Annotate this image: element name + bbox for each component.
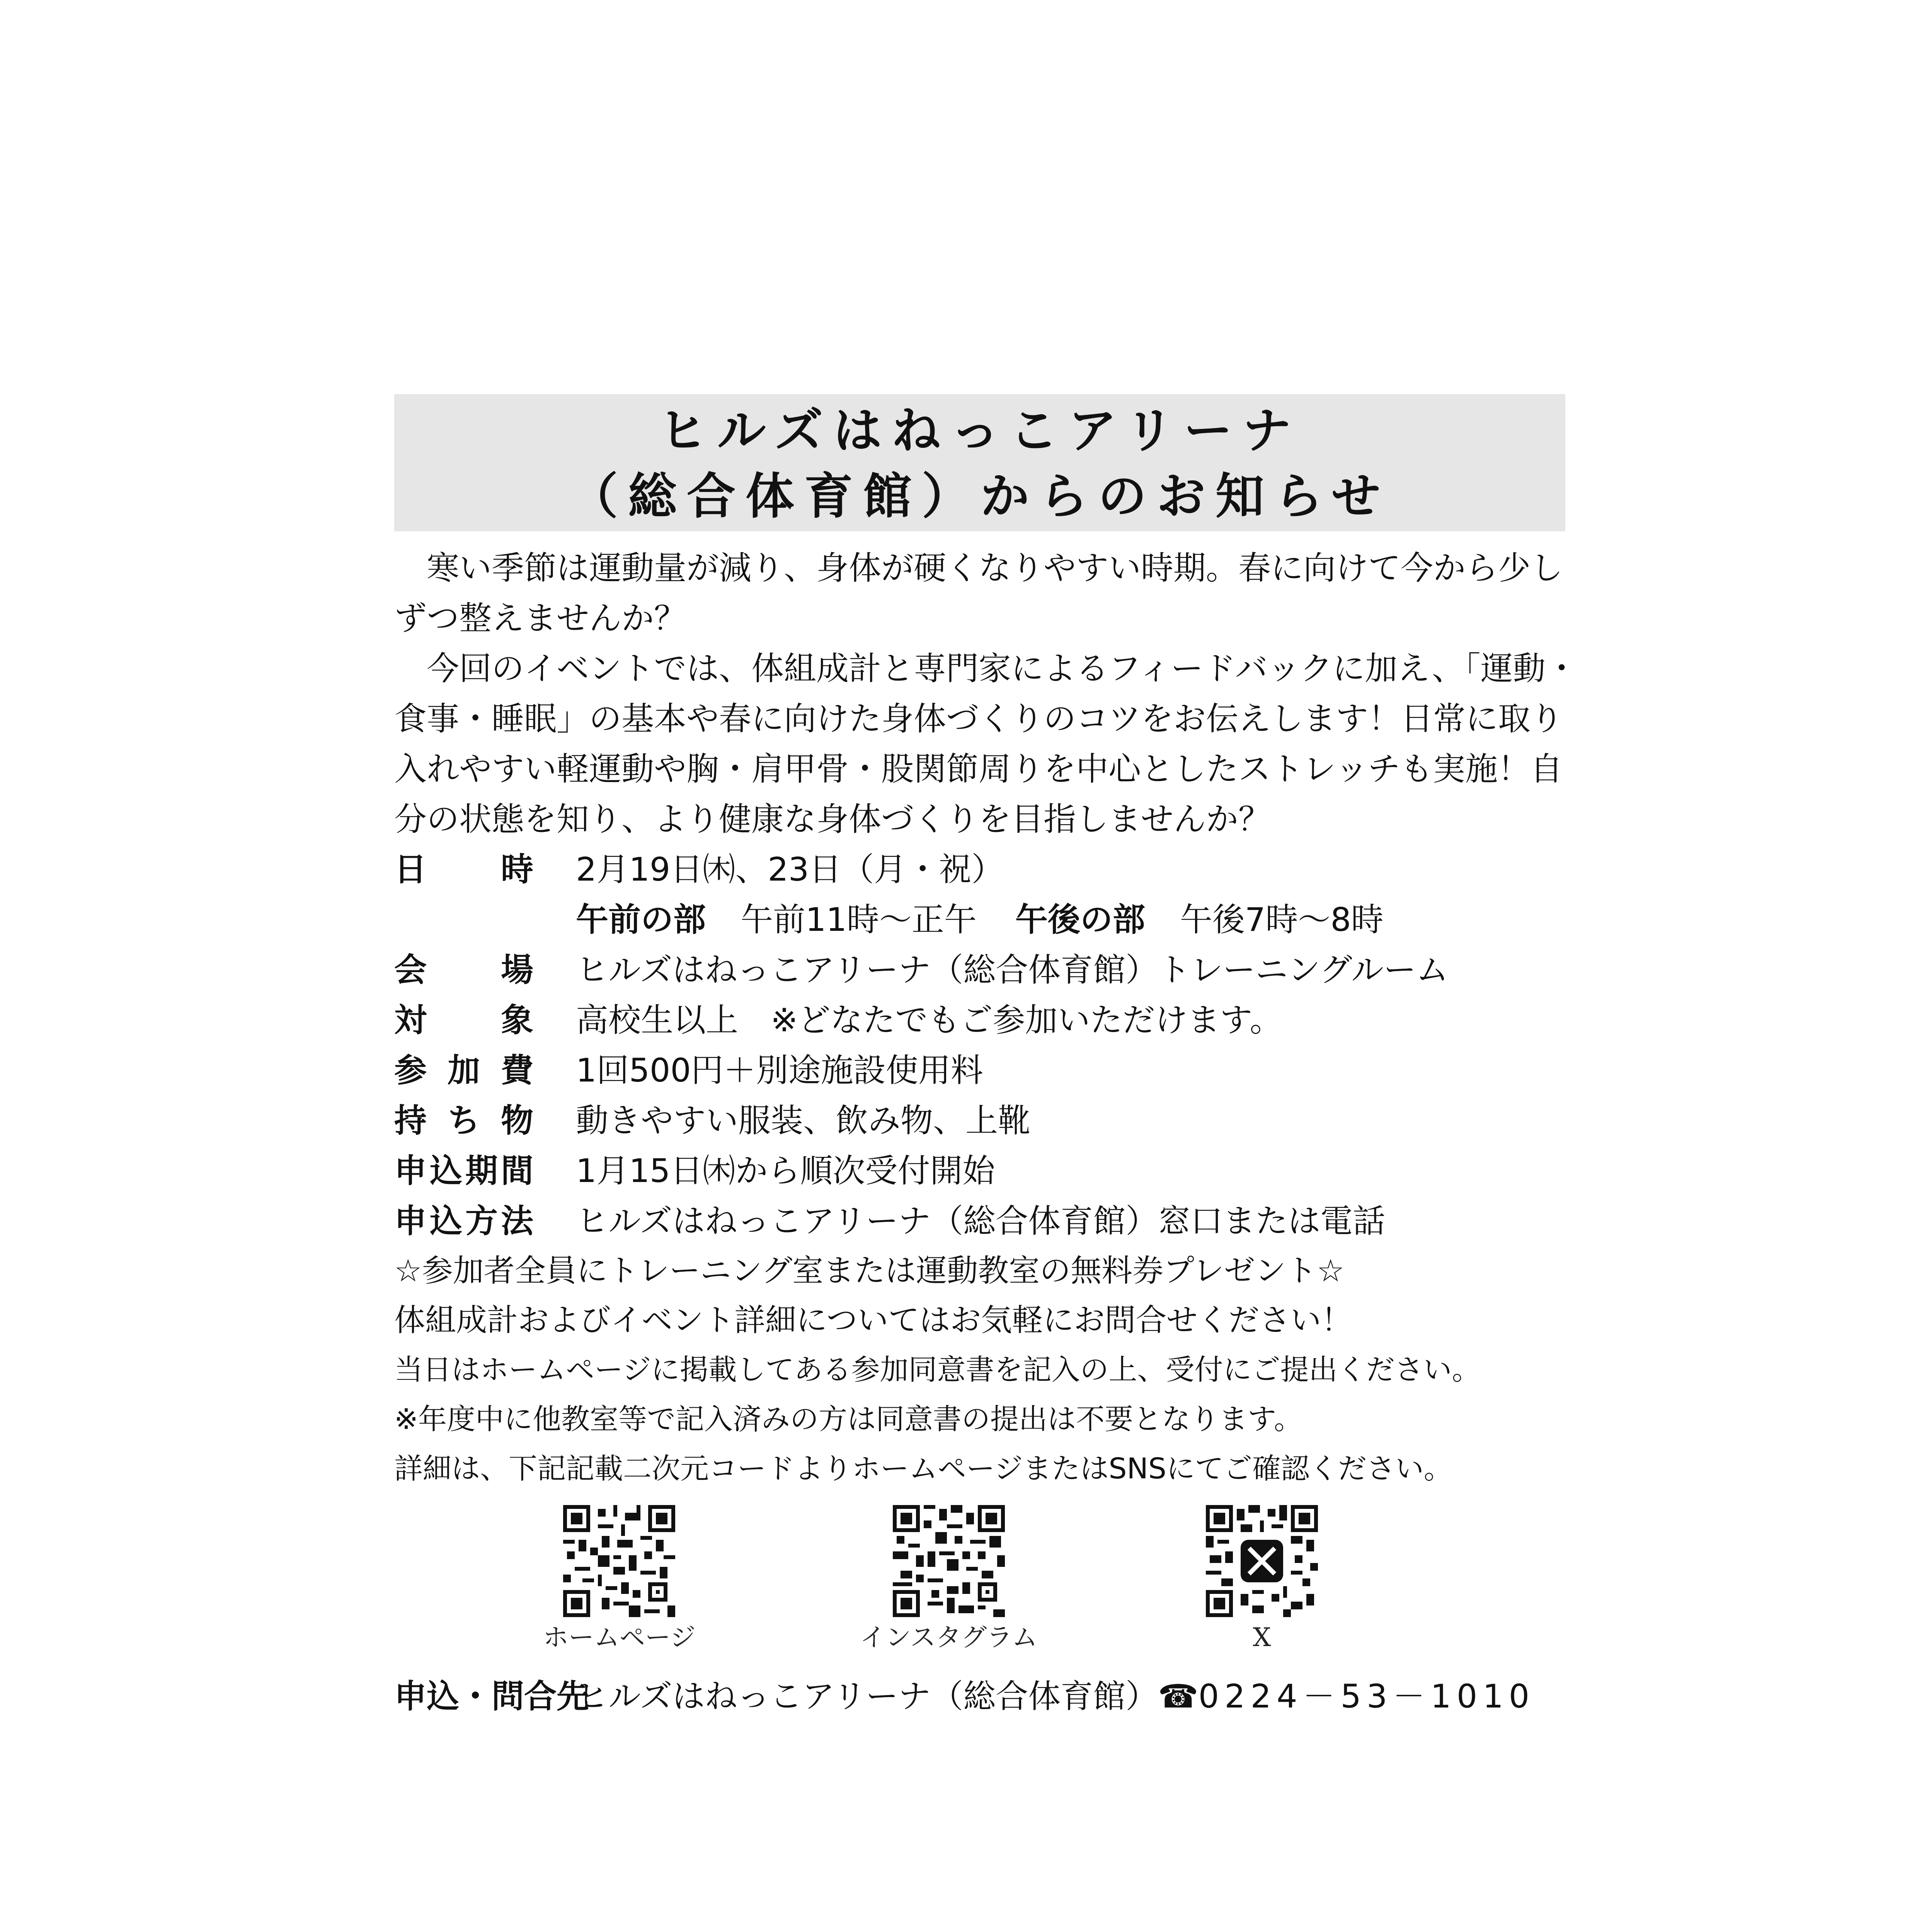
title-line-2: （総合体育館）からのお知らせ xyxy=(569,468,1391,525)
info-row-method xyxy=(394,1196,1585,1246)
period-value: 1月15日㈭から順次受付開始 xyxy=(576,1152,995,1190)
fee-label: 参加費 xyxy=(394,1051,533,1089)
date-label: 日時 xyxy=(394,850,533,888)
qr-codes xyxy=(394,1505,1585,1667)
qr-code-icon[interactable] xyxy=(563,1505,675,1617)
morning-label: 午前の部 xyxy=(576,901,706,939)
items-label: 持ち物 xyxy=(394,1102,533,1139)
event-info xyxy=(394,844,1585,1246)
info-row-fee xyxy=(394,1045,1585,1095)
present-note: ☆参加者全員にトレーニング室または運動教室の無料券プレゼント☆ xyxy=(394,1253,1345,1289)
period-label: 申込期間 xyxy=(394,1152,533,1190)
notes xyxy=(394,1246,1585,1493)
info-row-items xyxy=(394,1095,1585,1146)
morning-time: 午前11時～正午 xyxy=(741,901,977,939)
target-value: 高校生以上 ※どなたでもご参加いただけます。 xyxy=(576,1001,1282,1039)
intro-paragraph-2: 今回のイベントでは、体組成計と専門家によるフィードバックに加え、「運動・食事・睡眠」の基本や春に向けた身体づくりのコツをお伝えします！日常に取り入れやすい軽運動や胸・肩甲骨・股関節周りを中心としたストレッチも実施！自分の状態を知り、より健康な身体づくりを目指しませんか？ xyxy=(394,650,1578,838)
method-label: 申込方法 xyxy=(394,1202,533,1240)
qr-code-x-icon[interactable] xyxy=(1206,1505,1318,1617)
qr-instagram-caption: インスタグラム xyxy=(860,1622,1038,1652)
contact-row xyxy=(394,1671,1585,1721)
qr-instagram[interactable] xyxy=(860,1505,1037,1655)
venue-value: ヒルズはねっこアリーナ（総合体育館）トレーニングルーム xyxy=(576,951,1449,989)
consent-note: 当日はホームページに掲載してある参加同意書を記入の上、受付にご提出ください。 xyxy=(394,1353,1481,1386)
contact-name: ヒルズはねっこアリーナ（総合体育館） xyxy=(576,1677,1158,1715)
info-row-date xyxy=(394,844,1585,895)
contact-label: 申込・問合先 xyxy=(394,1677,589,1715)
qr-x[interactable] xyxy=(1206,1505,1318,1655)
intro-text xyxy=(394,543,1585,844)
fee-value: 1回500円＋別途施設使用料 xyxy=(576,1051,983,1089)
target-label: 対象 xyxy=(394,1001,533,1039)
inquiry-note: 体組成計およびイベント詳細についてはお気軽にお問合せください！ xyxy=(394,1302,1352,1338)
date-value: 2月19日㈭、23日（月・祝） xyxy=(576,850,1004,888)
afternoon-label: 午後の部 xyxy=(1015,901,1145,939)
info-row-target xyxy=(394,995,1585,1045)
qr-homepage-caption: ホームページ xyxy=(543,1622,696,1652)
contact-phone[interactable]: 0224－53－1010 xyxy=(1198,1677,1535,1715)
venue-label: 会場 xyxy=(394,951,533,989)
info-row-period xyxy=(394,1146,1585,1196)
intro-paragraph-1: 寒い季節は運動量が減り、身体が硬くなりやすい時期。春に向けて今から少しずつ整えませんか？ xyxy=(394,549,1563,637)
items-value: 動きやすい服装、飲み物、上靴 xyxy=(576,1102,1031,1139)
consent-exemption-note: ※年度中に他教室等で記入済みの方は同意書の提出は不要となります。 xyxy=(394,1403,1303,1436)
info-row-sessions xyxy=(394,895,1585,945)
notice xyxy=(394,394,1585,1721)
info-row-venue xyxy=(394,945,1585,995)
qr-x-caption: X xyxy=(1253,1622,1271,1652)
qr-homepage[interactable] xyxy=(543,1505,696,1655)
phone-icon: ☎ xyxy=(1158,1677,1199,1715)
title-line-1: ヒルズはねっこアリーナ xyxy=(658,402,1301,459)
qr-code-icon[interactable] xyxy=(893,1505,1005,1617)
method-value: ヒルズはねっこアリーナ（総合体育館）窓口または電話 xyxy=(576,1202,1386,1240)
details-note: 詳細は、下記記載二次元コードよりホームページまたはSNSにてご確認ください。 xyxy=(394,1452,1452,1485)
afternoon-time: 午後7時～8時 xyxy=(1180,901,1384,939)
title-banner xyxy=(394,394,1565,531)
